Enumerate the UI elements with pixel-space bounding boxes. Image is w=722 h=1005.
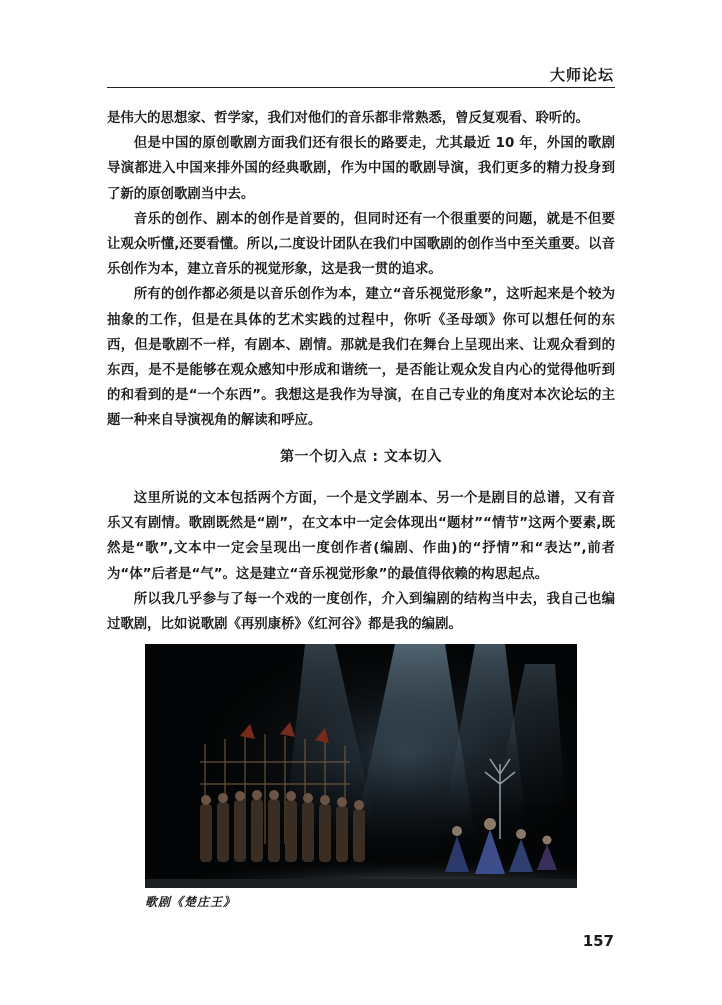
body-text-top [107, 106, 615, 434]
paragraph: 所有的创作都必须是以音乐创作为本，建立“音乐视觉形象”，这听起来是个较为抽象的工作，但是在具体的艺术实践的过程中，你听《圣母颂》你可以想任何的东西，但是歌剧不一样，有剧本、剧情。那就是我们在舞台上呈现出来、让观众看到的东西，是不是能够在观众感知中形成和谐统一，是否能让观众发自内心的觉得他听到的和看到的是“一个东西”。我想这是我作为导演，在自己专业的角度对本次论坛的主题一种来自导演视角的解读和呼应。 [107, 287, 615, 429]
figure-caption: 歌剧《楚庄王》 [145, 895, 237, 909]
opera-stage-photo [145, 644, 577, 888]
paragraph: 但是中国的原创歌剧方面我们还有很长的路要走，尤其最近 10 年，外国的歌剧导演都进入中国来排外国的经典歌剧，作为中国的歌剧导演，我们更多的精力投身到了新的原创歌剧当中去。 [107, 136, 615, 202]
header-rule [107, 87, 615, 88]
section-heading: 第一个切入点 : 文本切入 [280, 449, 442, 465]
page-number: 157 [582, 932, 614, 950]
stage-illustration [145, 644, 577, 888]
paragraph: 音乐的创作、剧本的创作是首要的，但同时还有一个很重要的问题，就是不但要让观众听懂,还要看懂。所以,二度设计团队在我们中国歌剧的创作当中至关重要。以音乐创作为本，建立音乐的视觉形象，这是我一贯的追求。 [107, 211, 615, 278]
paragraph: 这里所说的文本包括两个方面，一个是文学剧本、另一个是剧目的总谱，又有音乐又有剧情。歌剧既然是“剧”，在文本中一定会体现出“题材”“情节”这两个要素,既然是“歌”,文本中一定会呈现出一度创作者(编剧、作曲)的“抒情”和“表达”,前者为“体”后者是“气”。这是建立“音乐视觉形象”的最值得依赖的构思起点。 [107, 491, 615, 582]
body-text-bottom [107, 486, 615, 637]
paragraph: 所以我几乎参与了每一个戏的一度创作，介入到编剧的结构当中去，我自己也编过歌剧，比如说歌剧《再别康桥》《红河谷》都是我的编剧。 [107, 591, 615, 633]
paragraph-continuation: 是伟大的思想家、哲学家，我们对他们的音乐都非常熟悉，曾反复观看、聆听的。 [107, 111, 590, 126]
running-header: 大师论坛 [549, 66, 614, 84]
